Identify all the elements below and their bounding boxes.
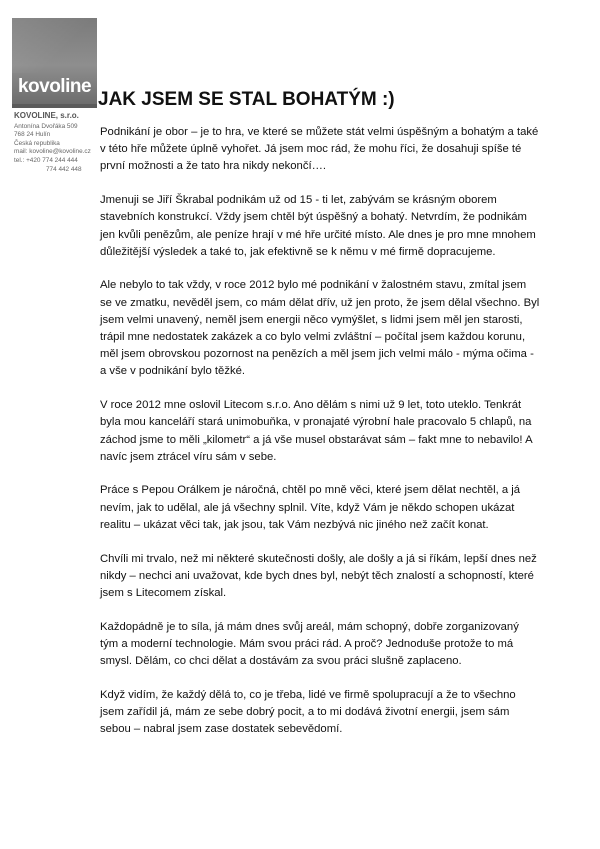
article-title: JAK JSEM SE STAL BOHATÝM :) [98, 89, 395, 110]
logo-graphic [12, 18, 97, 73]
address-street: Antonína Dvořáka 509 [14, 122, 78, 130]
phone-primary: tel.: +420 774 244 444 [14, 156, 78, 164]
logo-text: kovoline [17, 76, 92, 97]
paragraph: Podnikání je obor – je to hra, ve které se můžete stát velmi úspěšným a bohatým a také v této hře můžete úplně vyhořet. Já jsem moc rád, že mohu říci, že dosahuji spíše té první možnosti a že tato hra nikdy nekončí…. [100, 126, 539, 173]
logo-divider [12, 104, 97, 108]
paragraph: Každopádně je to síla, já mám dnes svůj areál, mám schopný, dobře zorganizovaný tým a moderní technologie. Mám svou práci rád. A proč? Jednoduše protože to má smysl. Dělám, co chci dělat a dostávám za svou práci slušně zaplaceno. [100, 620, 519, 668]
paragraph: Chvíli mi trvalo, než mi některé skutečnosti došly, ale došly a já si říkám, lepší dnes než nikdy – nechci ani uvažovat, kde bych dnes byl, nebýt těch znalostí a schopností, které jsem s Litecomem získal. [100, 552, 537, 599]
company-logo [12, 18, 97, 104]
paragraph: Práce s Pepou Orálkem je náročná, chtěl po mně věci, které jsem dělat nechtěl, a já nevím, jak to udělal, ale já všechny splnil. Víte, když Vám je někdo schopen ukázat realitu – ukázat věci tak, jak jsou, tak Vám nezbývá nic jiného než začít konat. [100, 484, 521, 531]
paragraph: V roce 2012 mne oslovil Litecom s.r.o. Ano dělám s nimi už 9 let, toto uteklo. Tenkrát byla mou kanceláří stará unimobuňka, v pronajaté výrobní hale pracovalo 5 chlapů, na záchod jsme to měli „kilometr“ a já vše musel obstarávat sám – fakt mne to nebavilo! A navíc jsem ztrácel víru sám v sebe. [100, 399, 532, 463]
paragraph: Když vidím, že každý dělá to, co je třeba, lidé ve firmě spolupracují a že to všechno jsem zařídil já, mám ze sebe dobrý pocit, a to mi dodává životní energii, jsem sám sebou – nabral jsem zase dostatek sebevědomí. [100, 688, 516, 736]
phone-secondary: 774 442 448 [46, 165, 82, 173]
paragraph: Jmenuji se Jiří Škrabal podnikám už od 15 - ti let, zabývám se krásným oborem stavebních konstrukcí. Vždy jsem chtěl být úspěšný a bohatý. Netvrdím, že podnikám jen kvůli penězům, ale peníze hrají v mé hře určité místo. Ale dnes je pro mne mnohem důležitější výsledek a také to, jak efektivně se k němu v mé firmě dopracujeme. [100, 194, 536, 258]
company-name: KOVOLINE, s.r.o. [14, 111, 79, 120]
email-address: mail: kovoline@kovoline.cz [14, 148, 91, 156]
paragraph: Ale nebylo to tak vždy, v roce 2012 bylo mé podnikání v žalostném stavu, zmítal jsem se ve zmatku, nevěděl jsem, co mám dělat dřív, už jen proto, že jsem dělal všechno. Byl jsem velmi unavený, neměl jsem energii něco vymýšlet, s lidmi jsem měl jen starosti, trápil mne nedostatek zakázek a co bylo velmi zvláštní – počítal jsem každou korunu, měl jsem obrovskou pozornost na penězích a měl jsem jich velmi málo - mýma očima - a vše v podnikání bylo těžké. [100, 279, 540, 378]
article-body [100, 124, 540, 755]
address-country: Česká republika [14, 139, 60, 147]
company-contact [14, 112, 104, 174]
address-city: 768 24 Hulín [14, 131, 51, 139]
